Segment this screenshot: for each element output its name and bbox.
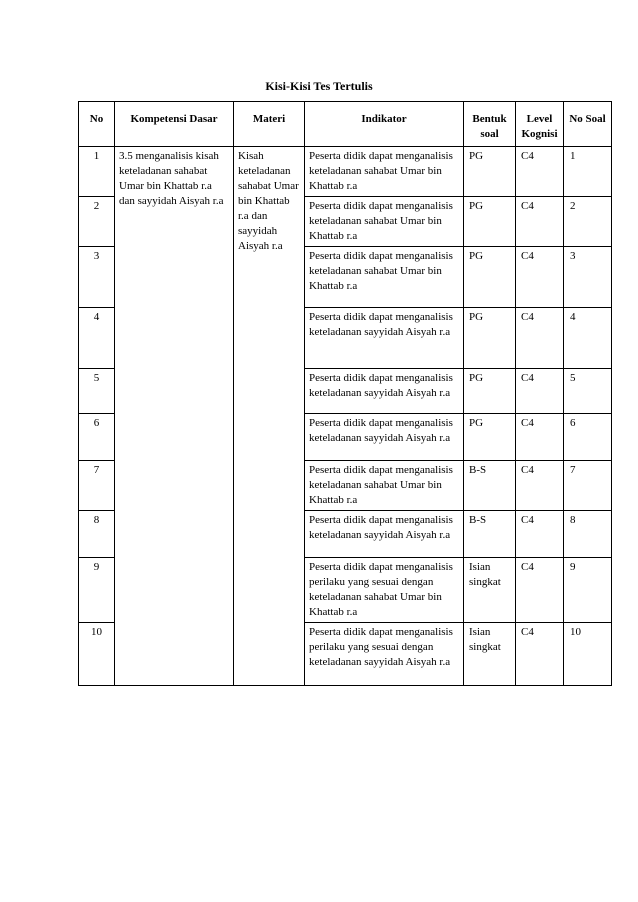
cell-no: 7: [79, 461, 115, 511]
table-header-row: [79, 102, 612, 147]
document-title: Kisi-Kisi Tes Tertulis: [265, 79, 373, 93]
cell-level-kognisi: C4: [516, 197, 564, 247]
header-level-kognisi: Level Kognisi: [516, 102, 564, 147]
cell-indikator: Peserta didik dapat menganalisis keteladanan sayyidah Aisyah r.a: [305, 369, 464, 414]
cell-no-soal: 5: [564, 369, 612, 414]
cell-indikator: Peserta didik dapat menganalisis perilaku yang sesuai dengan keteladanan sayyidah Aisyah r.a: [305, 623, 464, 686]
cell-no-soal: 3: [564, 247, 612, 308]
header-indikator: Indikator: [305, 102, 464, 147]
header-materi: Materi: [234, 102, 305, 147]
cell-indikator: Peserta didik dapat menganalisis keteladanan sahabat Umar bin Khattab r.a: [305, 147, 464, 197]
cell-level-kognisi: C4: [516, 147, 564, 197]
cell-no-soal: 9: [564, 558, 612, 623]
cell-bentuk-soal: Isian singkat: [464, 623, 516, 686]
cell-level-kognisi: C4: [516, 308, 564, 369]
header-no: No: [79, 102, 115, 147]
table-row: [79, 147, 612, 197]
cell-no-soal: 1: [564, 147, 612, 197]
header-bentuk-soal: Bentuk soal: [464, 102, 516, 147]
cell-kompetensi-dasar: 3.5 menganalisis kisah keteladanan sahabat Umar bin Khattab r.a dan sayyidah Aisyah r.a: [115, 147, 234, 686]
cell-bentuk-soal: PG: [464, 308, 516, 369]
cell-no-soal: 6: [564, 414, 612, 461]
cell-no-soal: 10: [564, 623, 612, 686]
cell-indikator: Peserta didik dapat menganalisis keteladanan sahabat Umar bin Khattab r.a: [305, 461, 464, 511]
cell-no: 9: [79, 558, 115, 623]
cell-bentuk-soal: PG: [464, 247, 516, 308]
cell-level-kognisi: C4: [516, 623, 564, 686]
cell-bentuk-soal: PG: [464, 197, 516, 247]
cell-level-kognisi: C4: [516, 558, 564, 623]
cell-indikator: Peserta didik dapat menganalisis keteladanan sahabat Umar bin Khattab r.a: [305, 197, 464, 247]
cell-no: 1: [79, 147, 115, 197]
cell-no-soal: 8: [564, 511, 612, 558]
kisi-kisi-table: [78, 101, 612, 686]
cell-bentuk-soal: B-S: [464, 461, 516, 511]
cell-materi: Kisah keteladanan sahabat Umar bin Khattab r.a dan sayyidah Aisyah r.a: [234, 147, 305, 686]
cell-no-soal: 2: [564, 197, 612, 247]
cell-bentuk-soal: B-S: [464, 511, 516, 558]
cell-bentuk-soal: PG: [464, 369, 516, 414]
cell-no: 8: [79, 511, 115, 558]
cell-level-kognisi: C4: [516, 247, 564, 308]
cell-indikator: Peserta didik dapat menganalisis keteladanan sayyidah Aisyah r.a: [305, 511, 464, 558]
cell-level-kognisi: C4: [516, 369, 564, 414]
cell-no: 6: [79, 414, 115, 461]
cell-bentuk-soal: PG: [464, 414, 516, 461]
cell-indikator: Peserta didik dapat menganalisis perilaku yang sesuai dengan keteladanan sahabat Umar bin Khattab r.a: [305, 558, 464, 623]
header-kompetensi-dasar: Kompetensi Dasar: [115, 102, 234, 147]
cell-level-kognisi: C4: [516, 461, 564, 511]
cell-indikator: Peserta didik dapat menganalisis keteladanan sayyidah Aisyah r.a: [305, 414, 464, 461]
cell-level-kognisi: C4: [516, 414, 564, 461]
cell-no: 2: [79, 197, 115, 247]
cell-no: 4: [79, 308, 115, 369]
cell-no: 3: [79, 247, 115, 308]
cell-no: 10: [79, 623, 115, 686]
cell-bentuk-soal: Isian singkat: [464, 558, 516, 623]
cell-indikator: Peserta didik dapat menganalisis keteladanan sahabat Umar bin Khattab r.a: [305, 247, 464, 308]
cell-indikator: Peserta didik dapat menganalisis keteladanan sayyidah Aisyah r.a: [305, 308, 464, 369]
cell-level-kognisi: C4: [516, 511, 564, 558]
cell-no-soal: 7: [564, 461, 612, 511]
cell-no: 5: [79, 369, 115, 414]
cell-no-soal: 4: [564, 308, 612, 369]
header-no-soal: No Soal: [564, 102, 612, 147]
cell-bentuk-soal: PG: [464, 147, 516, 197]
